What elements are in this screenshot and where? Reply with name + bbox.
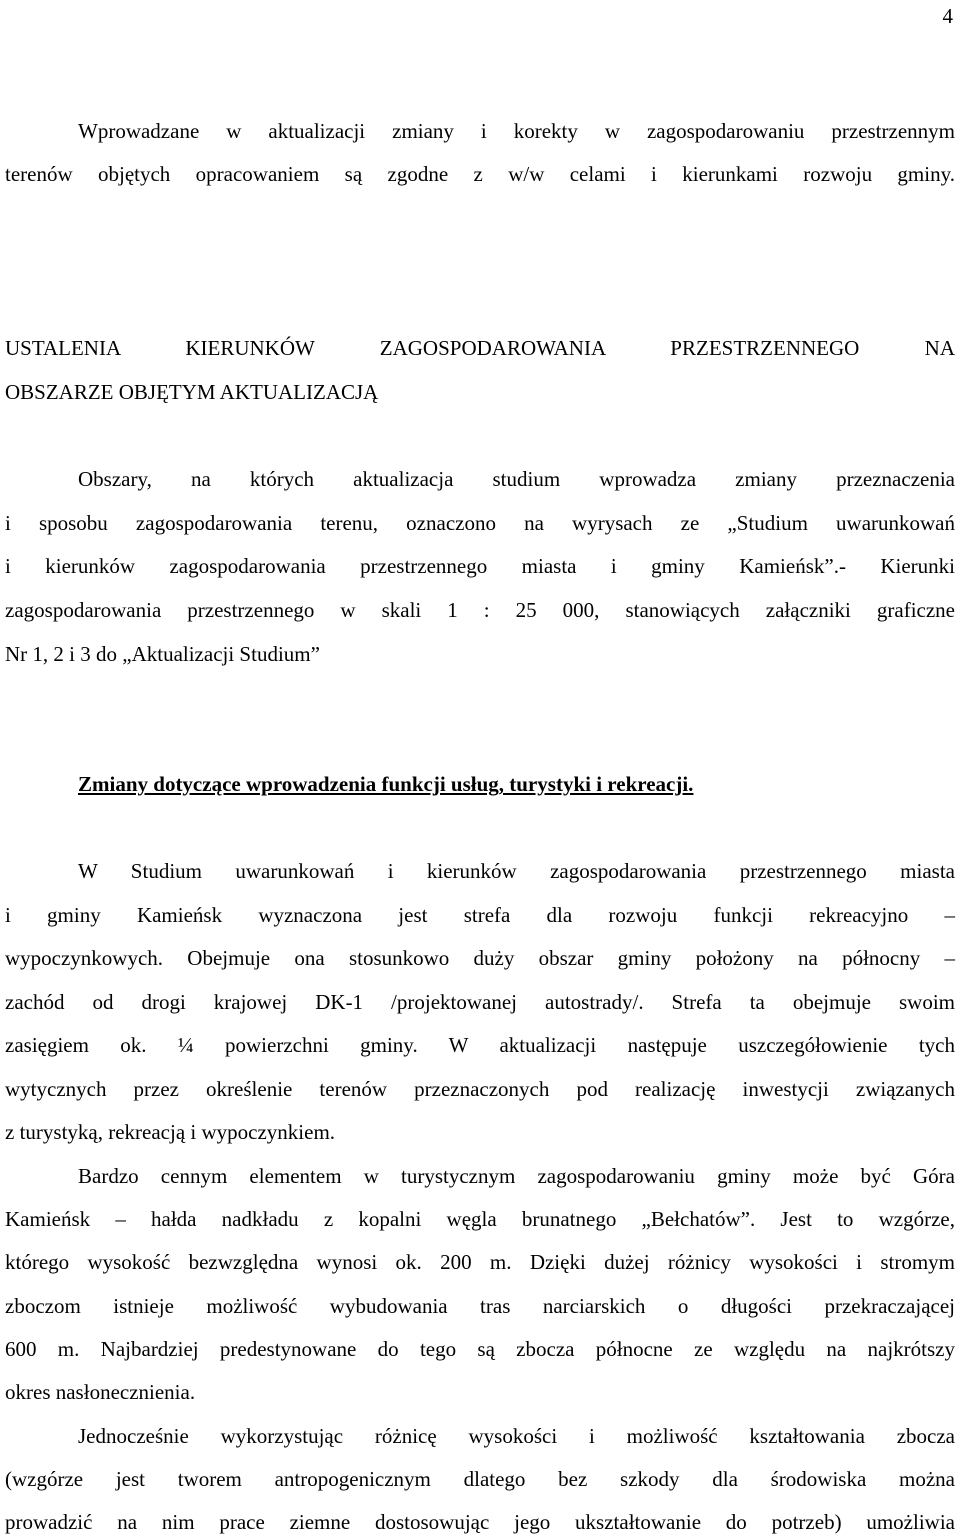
intro-line: terenów objętych opracowaniem są zgodne z w/w celami i kierunkami rozwoju gminy.	[5, 162, 955, 186]
subheading: Zmiany dotyczące wprowadzenia funkcji usług, turystyki i rekreacji.	[78, 772, 694, 796]
para1-line: i kierunków zagospodarowania przestrzennego miasta i gminy Kamieńsk”.- Kierunki	[5, 554, 955, 578]
para3-line: okres nasłonecznienia.	[5, 1380, 196, 1404]
para3-line: Bardzo cennym elementem w turystycznym zagospodarowaniu gminy może być Góra	[78, 1164, 955, 1188]
para3-line: Kamieńsk – hałda nadkładu z kopalni węgla brunatnego „Bełchatów”. Jest to wzgórze,	[5, 1207, 955, 1231]
para3-line: zboczom istnieje możliwość wybudowania tras narciarskich o długości przekraczającej	[5, 1294, 955, 1318]
para2-line: W Studium uwarunkowań i kierunków zagospodarowania przestrzennego miasta	[78, 859, 955, 883]
intro-line: Wprowadzane w aktualizacji zmiany i korekty w zagospodarowaniu przestrzennym	[78, 119, 955, 143]
para2-line: zachód od drogi krajowej DK-1 /projektowanej autostrady/. Strefa ta obejmuje swoim	[5, 990, 955, 1014]
para4-line: Jednocześnie wykorzystując różnicę wysokości i możliwość kształtowania zbocza	[78, 1424, 955, 1448]
para2-line: wypoczynkowych. Obejmuje ona stosunkowo duży obszar gminy położony na północny –	[5, 946, 955, 970]
para2-line: i gminy Kamieńsk wyznaczona jest strefa dla rozwoju funkcji rekreacyjno –	[5, 903, 955, 927]
para4-line: (wzgórze jest tworem antropogenicznym dlatego bez szkody dla środowiska można	[5, 1467, 955, 1491]
para1-line: Obszary, na których aktualizacja studium wprowadza zmiany przeznaczenia	[78, 467, 955, 491]
para1-line: i sposobu zagospodarowania terenu, oznaczono na wyrysach ze „Studium uwarunkowań	[5, 511, 955, 535]
para3-line: którego wysokość bezwzględna wynosi ok. 200 m. Dzięki dużej różnicy wysokości i stromym	[5, 1250, 955, 1274]
section-title-line: USTALENIA KIERUNKÓW ZAGOSPODAROWANIA PRZESTRZENNEGO NA	[5, 336, 955, 360]
page-number: 4	[942, 4, 953, 28]
para2-line: wytycznych przez określenie terenów przeznaczonych pod realizację inwestycji związanych	[5, 1077, 955, 1101]
section-title-line: OBSZARZE OBJĘTYM AKTUALIZACJĄ	[5, 380, 379, 404]
para1-line: Nr 1, 2 i 3 do „Aktualizacji Studium”	[5, 642, 320, 666]
para1-line: zagospodarowania przestrzennego w skali 1 : 25 000, stanowiących załączniki graficzne	[5, 598, 955, 622]
para4-line: prowadzić na nim prace ziemne dostosowując jego ukształtowanie do potrzeb) umożliwia	[5, 1510, 955, 1534]
para2-line: zasięgiem ok. ¼ powierzchni gminy. W aktualizacji następuje uszczegółowienie tych	[5, 1033, 955, 1057]
para3-line: 600 m. Najbardziej predestynowane do tego są zbocza północne ze względu na najkrótszy	[5, 1337, 955, 1361]
para2-line: z turystyką, rekreacją i wypoczynkiem.	[5, 1120, 336, 1144]
